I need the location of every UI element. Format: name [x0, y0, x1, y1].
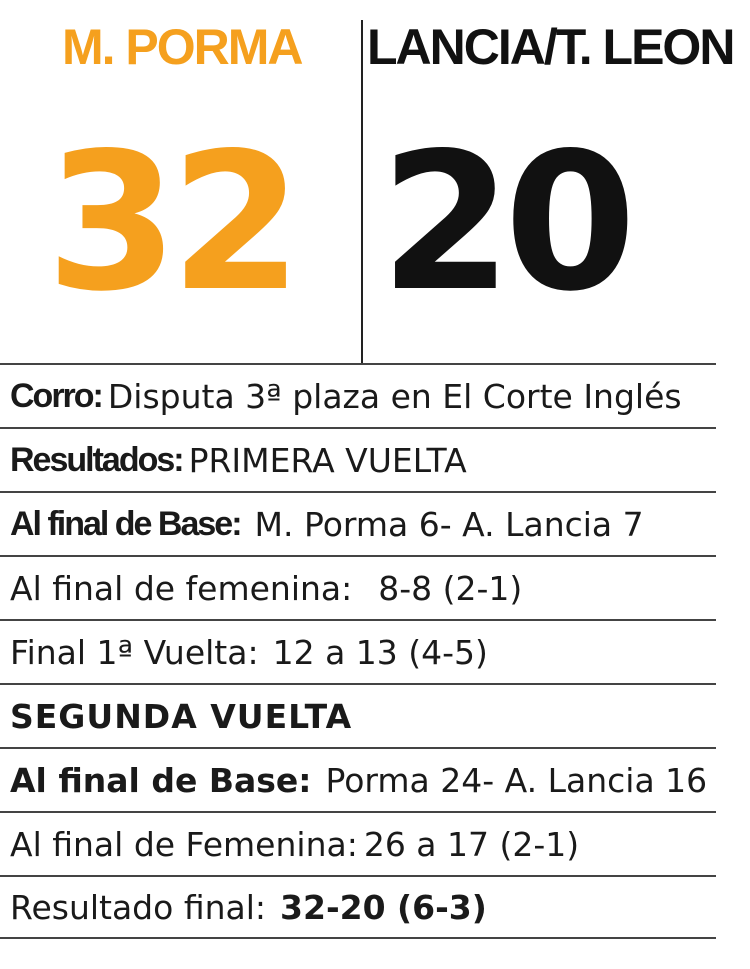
detail-value: 8-8 (2-1) — [378, 568, 523, 608]
detail-value: PRIMERA VUELTA — [188, 440, 467, 480]
detail-label: Al final de Base: — [10, 504, 241, 543]
section-heading: SEGUNDA VUELTA — [10, 696, 353, 736]
away-team-name: LANCIA/T. LEON — [367, 19, 734, 75]
home-score: 32 — [46, 112, 295, 333]
detail-value: M. Porma 6- A. Lancia 7 — [254, 504, 644, 544]
detail-label: Al final de Femenina: — [10, 824, 358, 864]
detail-row-final-first — [0, 619, 716, 683]
detail-label: Final 1ª Vuelta: — [10, 632, 259, 672]
detail-value: 12 a 13 (4-5) — [272, 632, 488, 672]
detail-row-base-first — [0, 491, 716, 555]
detail-value: Porma 24- A. Lancia 16 — [325, 760, 708, 800]
match-details-list — [0, 363, 750, 939]
score-divider — [361, 20, 363, 363]
detail-label: Corro: — [10, 376, 102, 415]
detail-row-base-second — [0, 747, 716, 811]
home-team-name: M. PORMA — [62, 19, 302, 75]
detail-row-corro — [0, 363, 716, 427]
detail-value: 26 a 17 (2-1) — [363, 824, 580, 864]
detail-value: Disputa 3ª plaza en El Corte Inglés — [107, 376, 682, 416]
detail-label: Al final de femenina: — [10, 568, 353, 608]
away-score: 20 — [380, 112, 629, 333]
detail-row-resultados — [0, 427, 716, 491]
final-result-value: 32-20 (6-3) — [280, 887, 487, 927]
detail-label: Resultado final: — [10, 887, 267, 927]
detail-row-segunda-heading — [0, 683, 716, 747]
detail-label: Al final de Base: — [10, 760, 312, 800]
detail-label: Resultados: — [10, 440, 183, 479]
detail-row-final-result — [0, 875, 716, 939]
detail-row-femenina-second — [0, 811, 716, 875]
detail-row-femenina-first — [0, 555, 716, 619]
